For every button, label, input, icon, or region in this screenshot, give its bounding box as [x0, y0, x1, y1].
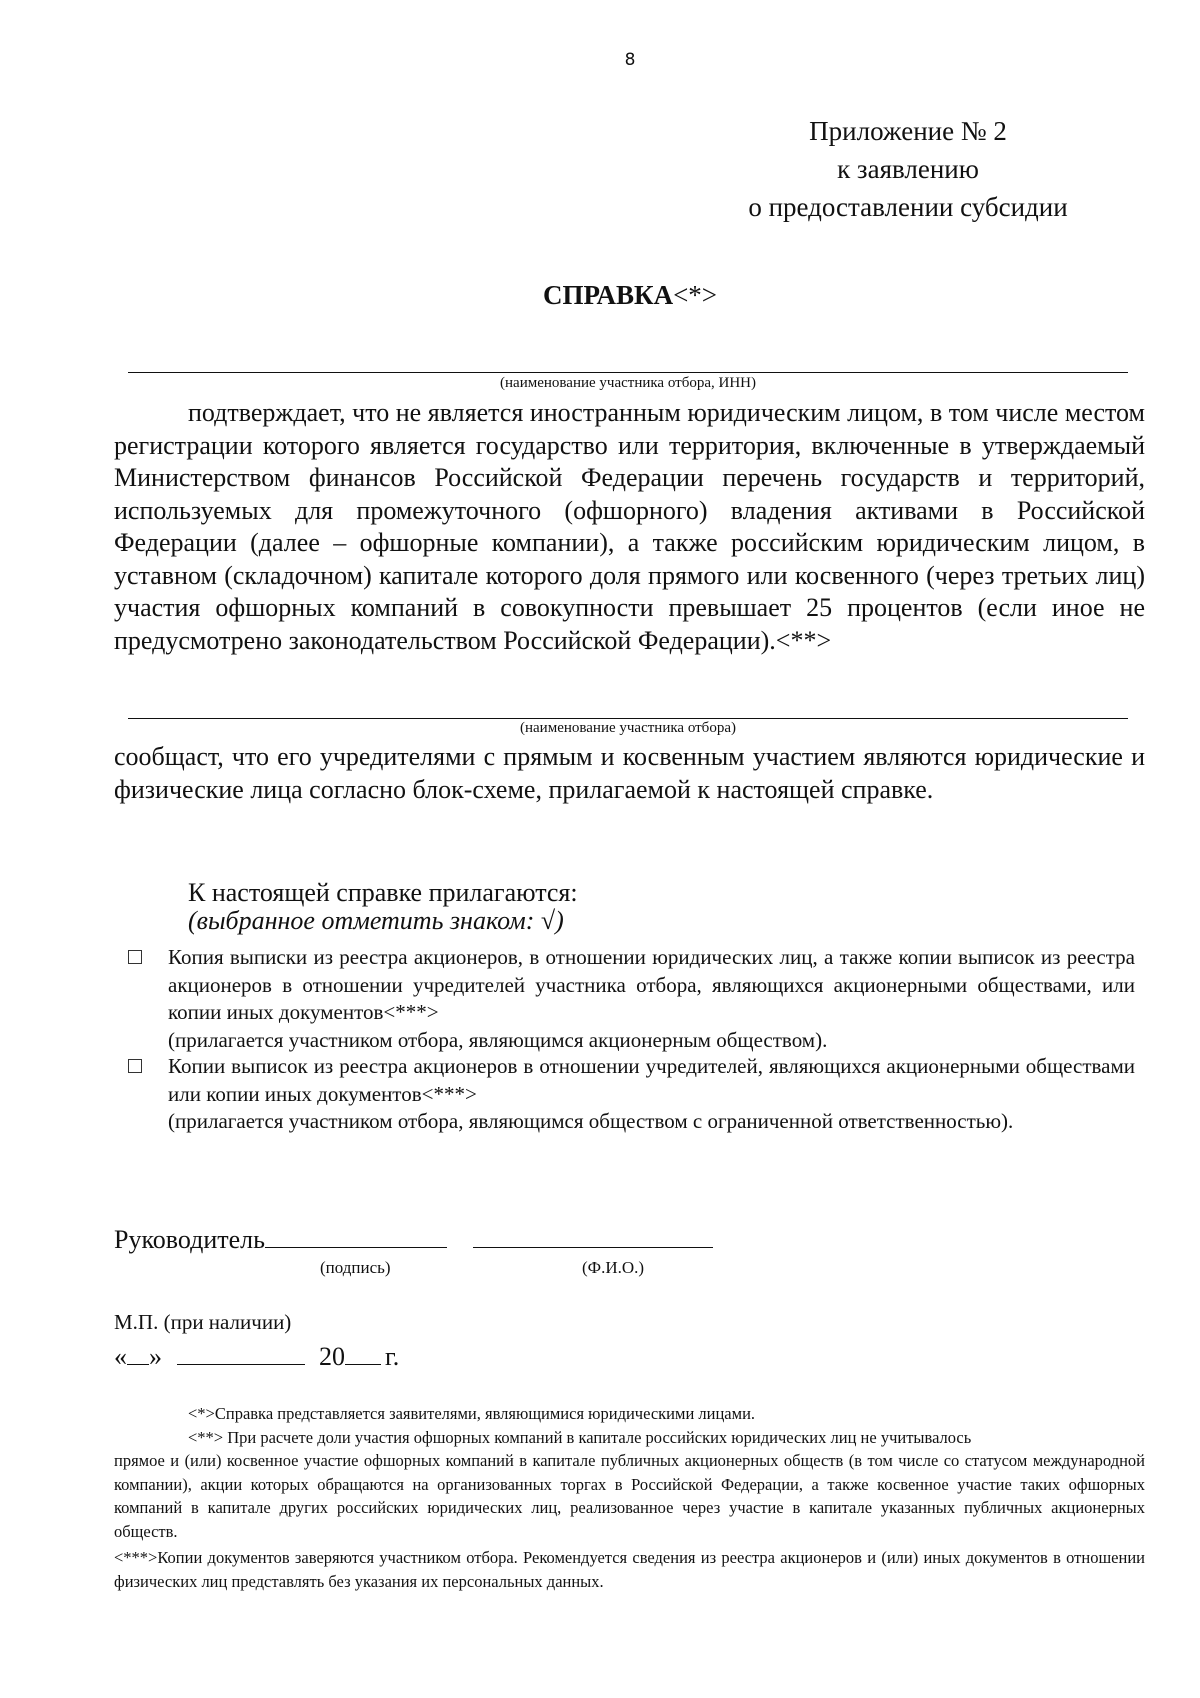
confirmation-paragraph: подтверждает, что не является иностранным юридическим лицом, в том числе местом регистрации которого является государство или территория, включенные в утверждаемый Министерством финансов Российской Федерации перечень государств и территорий, используемых для промежуточного (офшорного) владения активами в Российской Федерации (далее – офшорные компании), а также российским юридическим лицом, в уставном (складочном) капитале которого доля прямого или косвенного (через третьих лиц) участия офшорных компаний в совокупности превышает 25 процентов (если иное не предусмотрено законодательством Российской Федерации).<**>: [114, 398, 1145, 655]
attachment-item-2-note: (прилагается участником отбора, являющимся обществом с ограниченной ответственностью).: [168, 1109, 1014, 1133]
name-caption: (Ф.И.О.): [582, 1258, 645, 1277]
year-line: [345, 1344, 381, 1365]
footnote-3: <***>Копии документов заверяются участником отбора. Рекомендуется сведения из реестра акционеров и (или) иных документов в отношении физических лиц представлять без указания их персональных данных.: [114, 1548, 1145, 1591]
annex-line-1: Приложение № 2: [809, 116, 1007, 146]
document-title: [0, 280, 1200, 311]
month-line: [177, 1344, 305, 1365]
title-text: СПРАВКА: [542, 280, 674, 310]
attachments-heading: К настоящей справке прилагаются:: [188, 878, 578, 907]
attachment-item-2: [128, 1053, 1135, 1136]
year-prefix: 20: [319, 1342, 345, 1371]
date-close-quote: »: [149, 1342, 162, 1371]
title-footnote-ref: <*>: [673, 280, 718, 310]
participant-name-caption-2: (наименование участника отбора): [520, 720, 736, 736]
founders-paragraph: сообщаст, что его учредителями с прямым и косвенным участием являются юридические и физические лица согласно блок-схеме, прилагаемой к настоящей справке.: [114, 742, 1145, 804]
attachment-item-2-text: Копии выписок из реестра акционеров в отношении учредителей, являющихся акционерными обществами или копии иных документов<***>: [168, 1054, 1135, 1106]
checkbox-2[interactable]: [128, 1059, 142, 1073]
participant-name-caption: (наименование участника отбора, ИНН): [500, 375, 756, 391]
stamp-label: М.П. (при наличии): [114, 1310, 292, 1334]
day-line: [127, 1344, 149, 1365]
annex-line-2: к заявлению: [837, 154, 979, 184]
attachment-item-1: [128, 944, 1135, 1054]
signature-line: [265, 1227, 447, 1248]
signature-row: [114, 1225, 713, 1255]
date-row: [114, 1342, 399, 1372]
footnote-2-rest: прямое и (или) косвенное участие офшорных компаний в капитале публичных акционерных обществ (в том числе со статусом международной компании), акции которых обращаются на организованных торгах в Российской Федерации, а также косвенное участие таких офшорных компаний в капитале других российских юридических лиц, реализованное через участие в капитале указанных публичных акционерных обществ.: [114, 1451, 1145, 1541]
signature-caption: (подпись): [320, 1258, 391, 1277]
checkbox-1[interactable]: [128, 950, 142, 964]
annex-line-3: о предоставлении субсидии: [748, 192, 1068, 222]
name-line: [473, 1227, 713, 1248]
annex-header: [708, 112, 1108, 226]
footnote-2-first: <**> При расчете доли участия офшорных компаний в капитале российских юридических лиц не учитывалось: [188, 1428, 972, 1447]
attachment-item-1-text: Копия выписки из реестра акционеров, в отношении юридических лиц, а также копии выписок из реестра акционеров в отношении учредителей участника отбора, являющихся акционерными обществами, или копии иных документов<***>: [168, 945, 1135, 1024]
signature-label: Руководитель: [114, 1225, 265, 1254]
participant-name-line: [128, 372, 1128, 373]
attachment-item-1-note: (прилагается участником отбора, являющимся акционерным обществом).: [168, 1027, 828, 1052]
attachments-note: (выбранное отметить знаком: √): [188, 906, 564, 935]
page-number: 8: [624, 50, 636, 70]
footnote-1: <*>Справка представляется заявителями, являющимися юридическими лицами.: [188, 1404, 756, 1423]
date-open-quote: «: [114, 1342, 127, 1371]
participant-name-line-2: [128, 718, 1128, 719]
year-suffix: г.: [385, 1342, 400, 1371]
